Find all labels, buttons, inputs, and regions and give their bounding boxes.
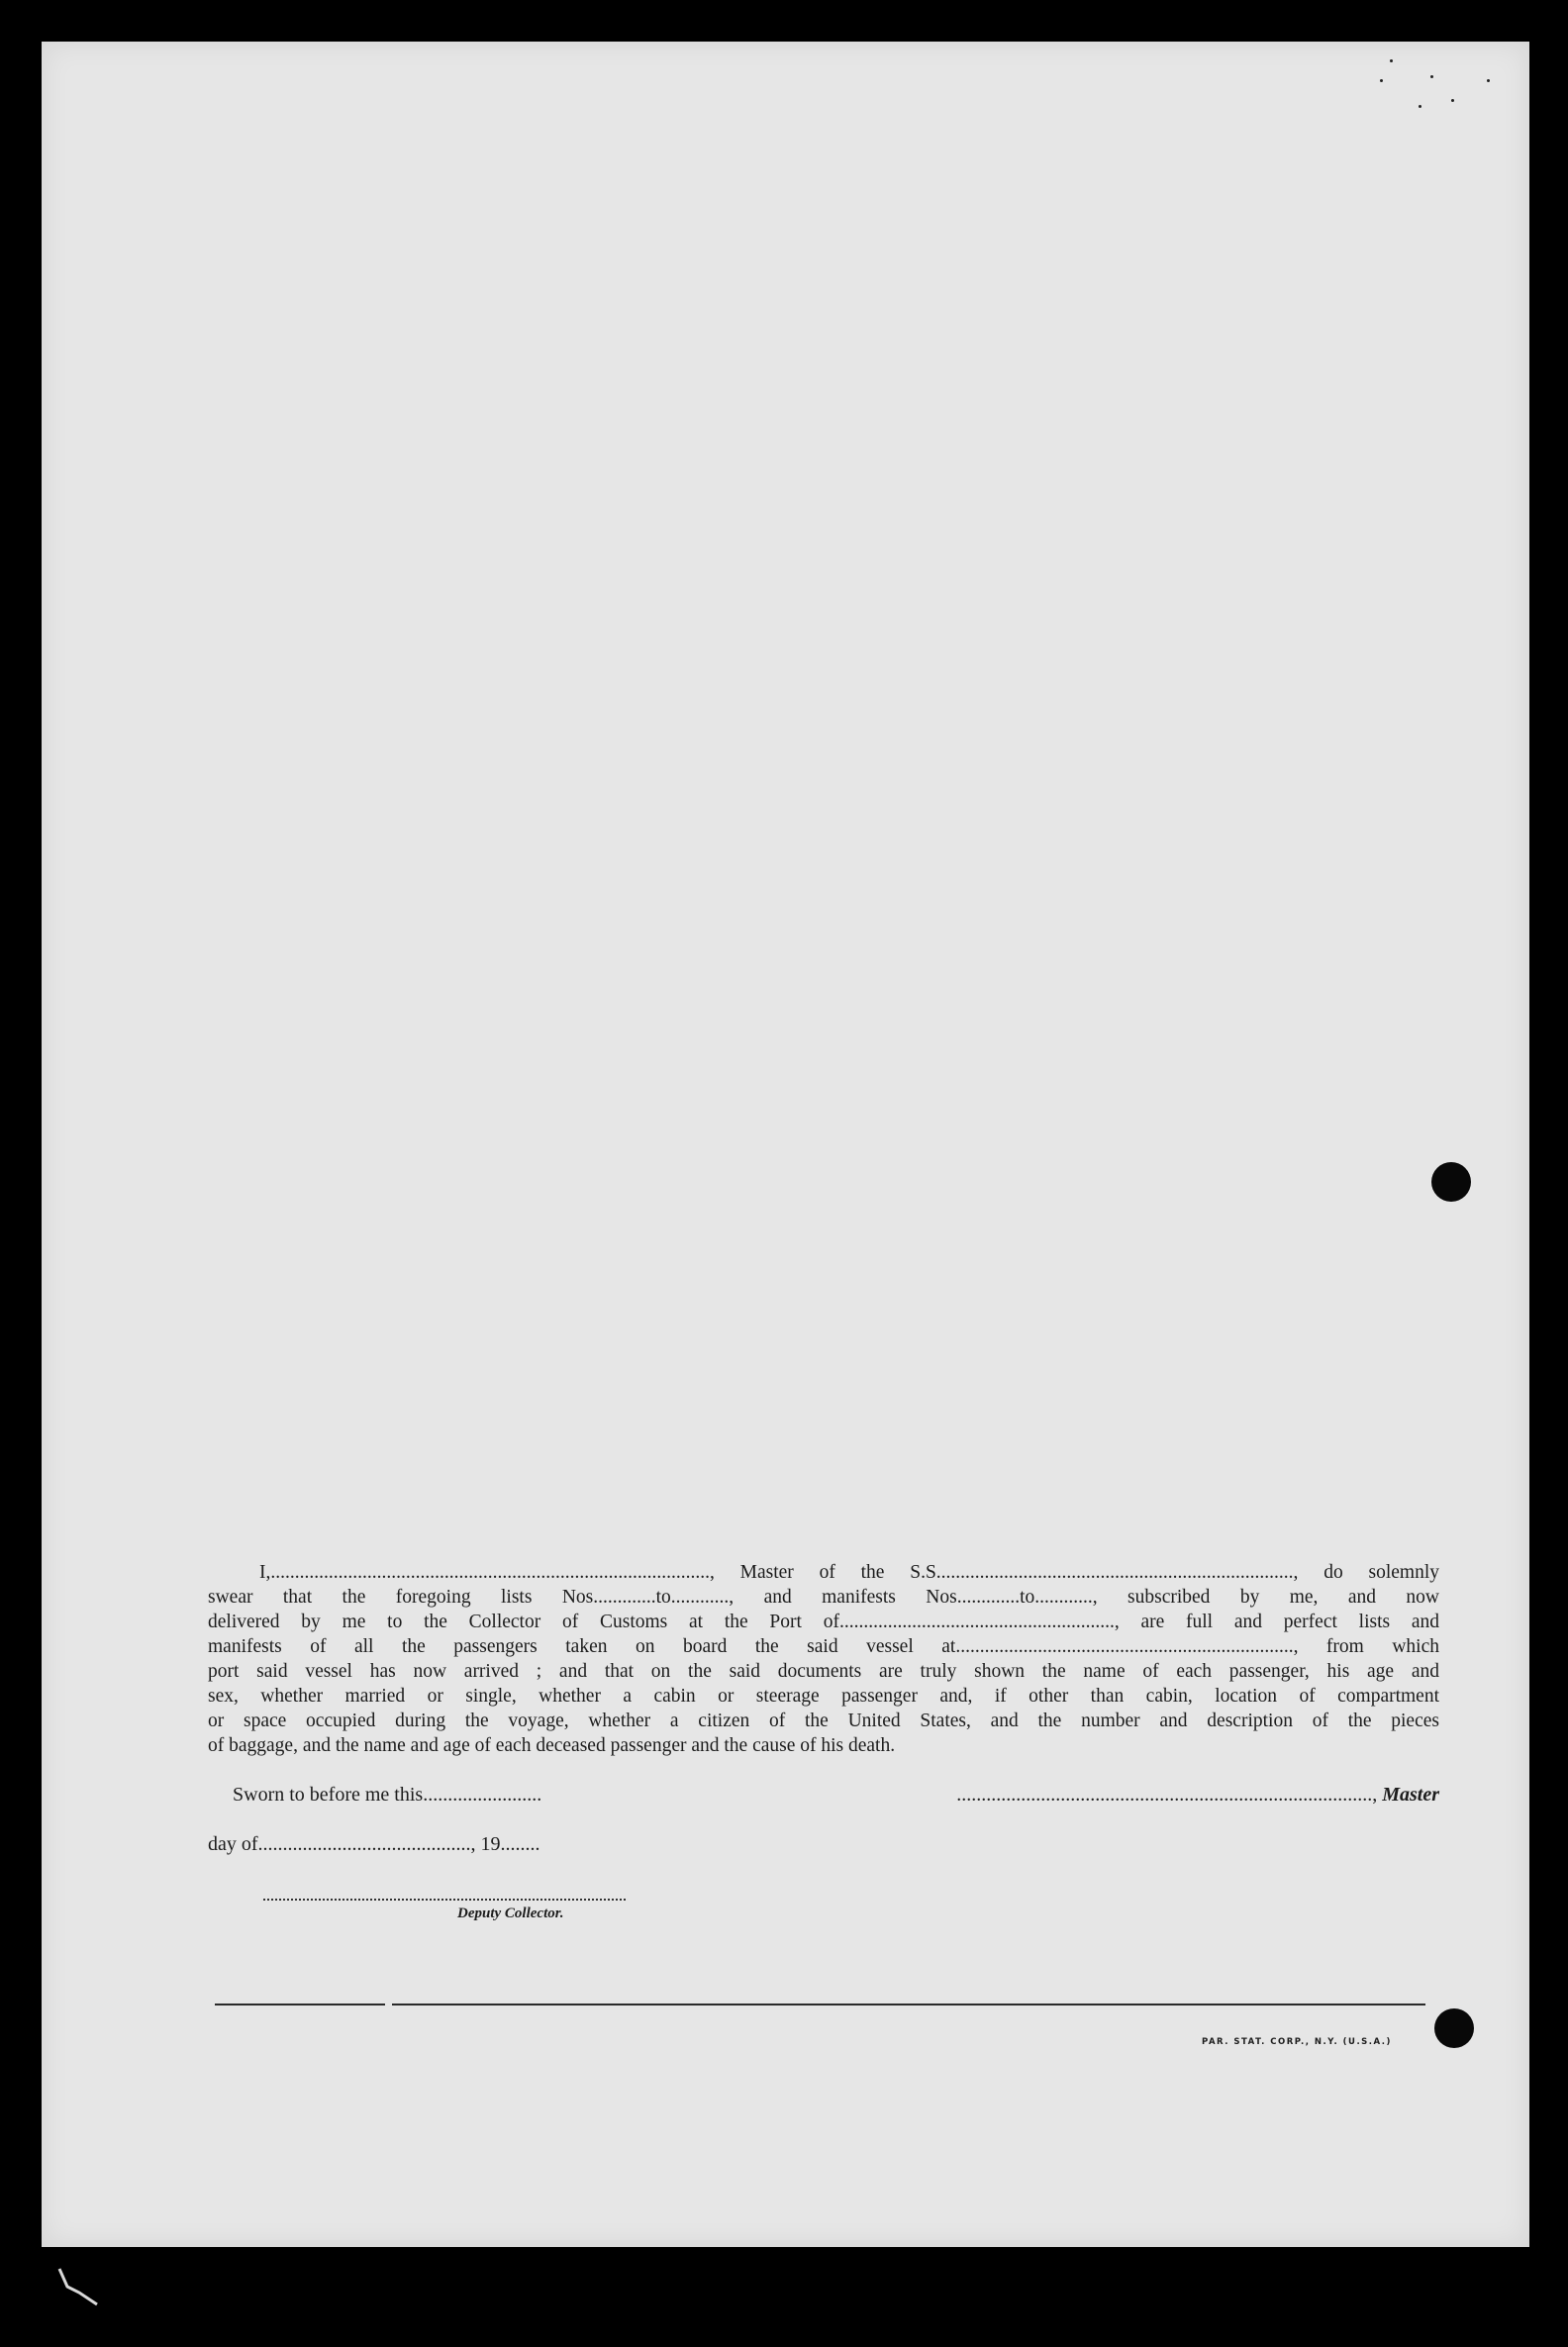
footer-rule-right <box>392 2004 1425 2005</box>
oath-line: of baggage, and the name and age of each deceased passenger and the cause of his death. <box>208 1735 896 1756</box>
master-signature-dots: ...................................................................................., <box>956 1784 1378 1806</box>
punch-hole <box>1434 2008 1474 2048</box>
ink-speck <box>1390 59 1393 62</box>
oath-line: port said vessel has now arrived ; and that on the said documents are truly shown the name of each passenger, his age and <box>208 1661 1439 1682</box>
oath-line: I,..........................................................................................., Master of the S.S.........................................................................., do solemnly <box>259 1562 1439 1583</box>
punch-hole <box>1431 1162 1471 1202</box>
printer-imprint: PAR. STAT. CORP., N.Y. (U.S.A.) <box>1202 2037 1392 2047</box>
master-signature-line <box>942 1784 1439 1807</box>
ink-speck <box>1419 105 1421 108</box>
ink-speck <box>1430 75 1433 78</box>
oath-line: delivered by me to the Collector of Customs at the Port of........................................................., are full and perfect lists and <box>208 1612 1439 1632</box>
oath-line: or space occupied during the voyage, whether a citizen of the United States, and the number and description of the pieces <box>208 1711 1439 1731</box>
deputy-collector-signature-line <box>263 1899 626 1901</box>
oath-line: swear that the foregoing lists Nos.............to............, and manifests Nos.............to............, subscribed by me, and now <box>208 1587 1439 1608</box>
day-of-line: day of..........................................., 19........ <box>208 1833 540 1855</box>
deputy-collector-label: Deputy Collector. <box>457 1906 564 1921</box>
ink-speck <box>1451 99 1454 102</box>
ink-speck <box>1487 79 1490 82</box>
corner-scratch-mark <box>57 2267 107 2306</box>
master-oath-paragraph <box>208 1560 1439 1758</box>
sworn-before-line: Sworn to before me this........................ <box>233 1784 542 1806</box>
master-label: Master <box>1382 1784 1439 1806</box>
oath-line: sex, whether married or single, whether a cabin or steerage passenger and, if other than cabin, location of compartment <box>208 1686 1439 1707</box>
oath-line: manifests of all the passengers taken on board the said vessel at......................................................................, from which <box>208 1636 1439 1657</box>
footer-rule-left <box>215 2004 385 2005</box>
ink-speck <box>1380 79 1383 82</box>
manifest-page <box>42 42 1529 2247</box>
